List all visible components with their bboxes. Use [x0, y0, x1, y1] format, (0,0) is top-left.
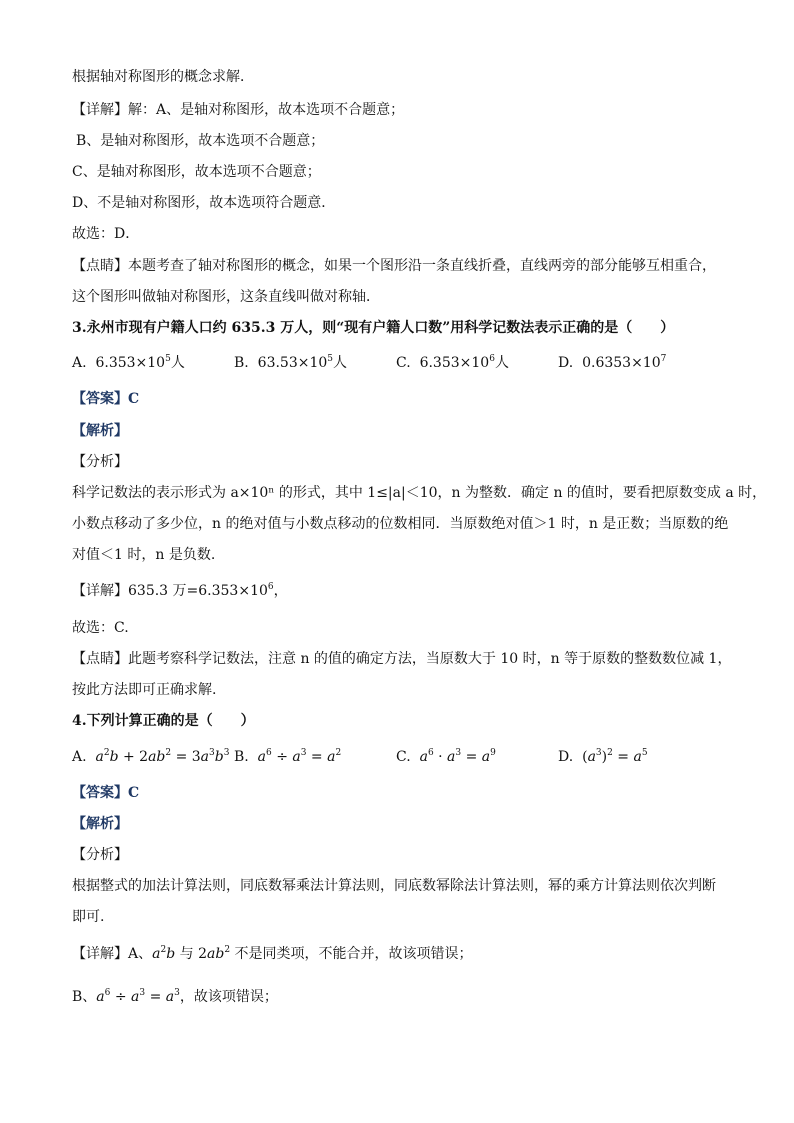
q3-option-a: A. $6.353\times 10^5$人 [72, 354, 185, 371]
question-4-stem: 4.下列计算正确的是（ ） [72, 713, 255, 729]
tip-line: 【点睛】此题考察科学记数法，注意 n 的值的确定方法，当原数大于 10 时，n 等于原数的整数数位减 1， [72, 651, 732, 667]
q3-option-b: B. $63.53\times 10^5$人 [234, 354, 348, 371]
detail-line: 【详解】A、$a^2b$ 与 $2ab^2$ 不是同类项，不能合并，故该项错误； [72, 945, 473, 962]
text-line: 根据整式的加法计算法则，同底数幂乘法计算法则，同底数幂除法计算法则，幂的乘方计算法则依次判断 [72, 878, 716, 894]
text-line: 故选：C. [72, 620, 129, 636]
detail-line: B、$a^6 \div a^3 = a^3$，故该项错误； [72, 988, 278, 1005]
q4-option-b: B. $a^6 \div a^3 = a^2$ [234, 748, 342, 765]
jiexi-tag: 【解析】 [72, 816, 128, 832]
text-line: 【点睛】本题考查了轴对称图形的概念，如果一个图形沿一条直线折叠，直线两旁的部分能够互相重合， [72, 258, 716, 274]
text-line: B、是轴对称图形，故本选项不合题意； [76, 133, 325, 149]
text-line: 根据轴对称图形的概念求解． [72, 69, 254, 85]
q3-option-c: C. $6.353\times 10^6$人 [396, 354, 509, 371]
text-line: 按此方法即可正确求解. [72, 682, 217, 698]
text-line: 故选：D． [72, 226, 140, 242]
q4-option-c: C. $a^6 \cdot a^3 = a^9$ [396, 748, 496, 765]
fenxi-tag: 【分析】 [72, 847, 128, 863]
text-line: 【详解】解：A、是轴对称图形，故本选项不合题意； [72, 102, 405, 118]
q3-option-d: D. $0.6353\times 10^7$ [558, 354, 667, 371]
text-line: 这个图形叫做轴对称图形，这条直线叫做对称轴． [72, 289, 380, 305]
detail-line: 【详解】635.3 万$=6.353\times 10^6$， [72, 582, 288, 599]
q4-option-d: D. $(a^3)^2 = a^5$ [558, 748, 648, 765]
text-line: 小数点移动了多少位，n 的绝对值与小数点移动的位数相同．当原数绝对值＞1 时，n 是正数；当原数的绝 [72, 516, 729, 532]
tip-tag: 【点睛】 [72, 258, 128, 274]
text-line: D、不是轴对称图形，故本选项符合题意． [72, 195, 336, 211]
q4-option-a: A. $a^2b + 2ab^2 = 3a^3b^3$ [72, 748, 230, 765]
answer-line: 【答案】C [72, 785, 140, 801]
detail-tag: 【详解】 [72, 102, 128, 118]
text-line: C、是轴对称图形，故本选项不合题意； [72, 164, 321, 180]
fenxi-tag: 【分析】 [72, 454, 128, 470]
answer-line: 【答案】C [72, 391, 140, 407]
text-line: 即可. [72, 909, 105, 925]
question-3-stem: 3.永州市现有户籍人口约 635.3 万人，则“现有户籍人口数”用科学记数法表示正确的是（ ） [72, 320, 675, 336]
text-line: 对值＜1 时，n 是负数. [72, 547, 216, 563]
jiexi-tag: 【解析】 [72, 423, 128, 439]
text-line: 科学记数法的表示形式为 a×10ⁿ 的形式，其中 1≤|a|＜10，n 为整数．确定 n 的值时，要看把原数变成 a 时， [72, 485, 767, 501]
